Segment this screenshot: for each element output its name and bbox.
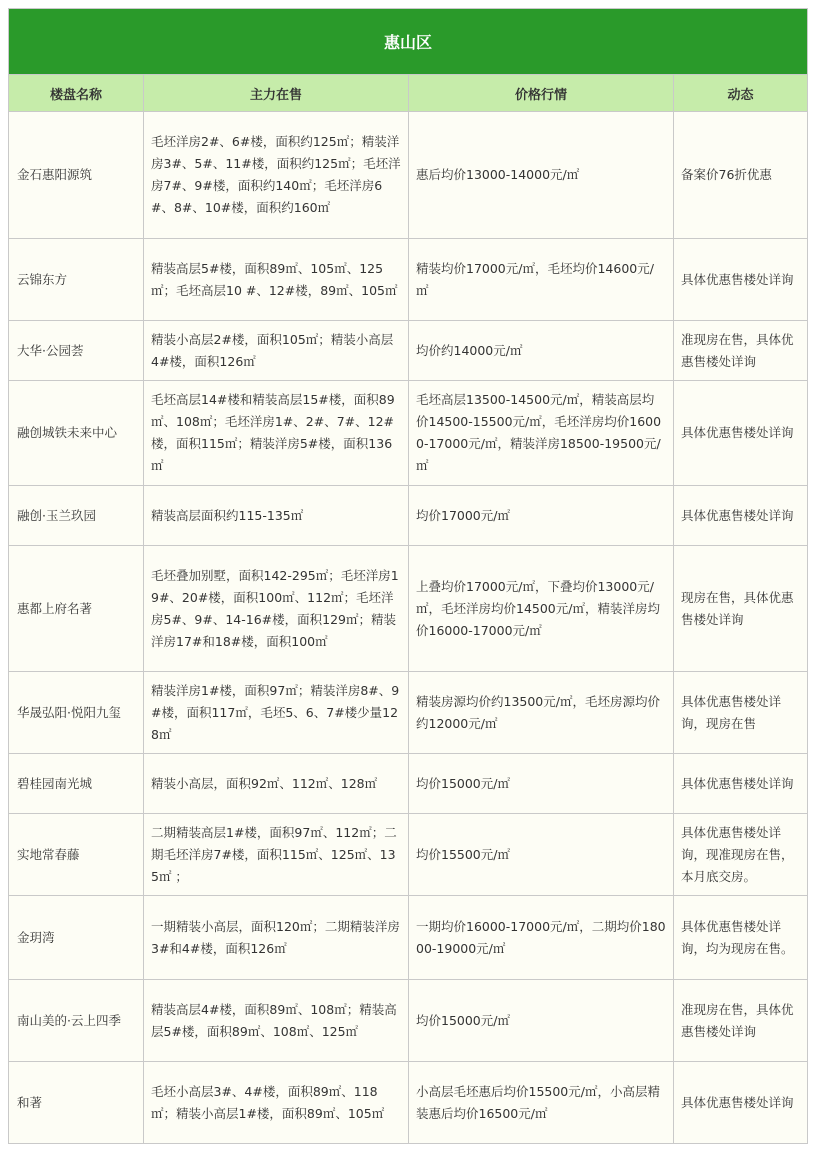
status-info: 准现房在售，具体优惠售楼处详询 — [674, 980, 808, 1062]
property-name: 华晟弘阳·悦阳九玺 — [9, 672, 144, 754]
table-row — [9, 754, 808, 814]
property-table — [8, 8, 808, 1144]
property-name: 金石惠阳源筑 — [9, 112, 144, 239]
header-sale: 主力在售 — [144, 75, 409, 112]
header-price: 价格行情 — [409, 75, 674, 112]
price-info: 一期均价16000-17000元/㎡，二期均价18000-19000元/㎡ — [409, 896, 674, 980]
table-row — [9, 980, 808, 1062]
table-row — [9, 814, 808, 896]
property-name: 南山美的·云上四季 — [9, 980, 144, 1062]
property-name: 实地常春藤 — [9, 814, 144, 896]
property-name: 惠都上府名著 — [9, 546, 144, 672]
property-name: 碧桂园南光城 — [9, 754, 144, 814]
property-name: 金玥湾 — [9, 896, 144, 980]
status-info: 具体优惠售楼处详询 — [674, 381, 808, 486]
status-info: 具体优惠售楼处详询，均为现房在售。 — [674, 896, 808, 980]
table-row — [9, 1062, 808, 1144]
sale-info: 精装小高层，面积92㎡、112㎡、128㎡ — [144, 754, 409, 814]
price-info: 小高层毛坯惠后均价15500元/㎡，小高层精装惠后均价16500元/㎡ — [409, 1062, 674, 1144]
header-name: 楼盘名称 — [9, 75, 144, 112]
status-info: 具体优惠售楼处详询 — [674, 486, 808, 546]
price-info: 精装房源均价约13500元/㎡，毛坯房源均价约12000元/㎡ — [409, 672, 674, 754]
property-name: 和著 — [9, 1062, 144, 1144]
table-row — [9, 381, 808, 486]
sale-info: 毛坯叠加别墅，面积142-295㎡；毛坯洋房19#、20#楼，面积100㎡、112㎡；毛坯洋房5#、9#、14-16#楼，面积129㎡；精装洋房17#和18#楼，面积100㎡ — [144, 546, 409, 672]
table-row — [9, 112, 808, 239]
sale-info: 毛坯洋房2#、6#楼，面积约125㎡；精装洋房3#、5#、11#楼，面积约125㎡；毛坯洋房7#、9#楼，面积约140㎡；毛坯洋房6#、8#、10#楼，面积约160㎡ — [144, 112, 409, 239]
sale-info: 精装洋房1#楼，面积97㎡；精装洋房8#、9#楼，面积117㎡，毛坯5、6、7#楼少量128㎡ — [144, 672, 409, 754]
sale-info: 精装小高层2#楼，面积105㎡；精装小高层4#楼，面积126㎡ — [144, 321, 409, 381]
sale-info: 精装高层4#楼，面积89㎡、108㎡；精装高层5#楼，面积89㎡、108㎡、125㎡ — [144, 980, 409, 1062]
status-info: 准现房在售，具体优惠售楼处详询 — [674, 321, 808, 381]
table-row — [9, 321, 808, 381]
table-row — [9, 672, 808, 754]
sale-info: 毛坯高层14#楼和精装高层15#楼，面积89㎡、108㎡；毛坯洋房1#、2#、7#、12#楼，面积115㎡；精装洋房5#楼，面积136㎡ — [144, 381, 409, 486]
sale-info: 一期精装小高层，面积120㎡；二期精装洋房3#和4#楼，面积126㎡ — [144, 896, 409, 980]
status-info: 备案价76折优惠 — [674, 112, 808, 239]
price-info: 精装均价17000元/㎡，毛坯均价14600元/㎡ — [409, 239, 674, 321]
price-info: 均价17000元/㎡ — [409, 486, 674, 546]
table-row — [9, 896, 808, 980]
price-info: 均价15500元/㎡ — [409, 814, 674, 896]
sale-info: 精装高层5#楼，面积89㎡、105㎡、125㎡；毛坯高层10 #、12#楼，89㎡、105㎡ — [144, 239, 409, 321]
table-row — [9, 239, 808, 321]
property-name: 融创·玉兰玖园 — [9, 486, 144, 546]
price-info: 均价约14000元/㎡ — [409, 321, 674, 381]
price-info: 毛坯高层13500-14500元/㎡，精装高层均价14500-15500元/㎡，毛坯洋房均价16000-17000元/㎡，精装洋房18500-19500元/㎡ — [409, 381, 674, 486]
sale-info: 毛坯小高层3#、4#楼，面积89㎡、118㎡；精装小高层1#楼，面积89㎡、105㎡ — [144, 1062, 409, 1144]
property-name: 融创城铁未来中心 — [9, 381, 144, 486]
property-name: 云锦东方 — [9, 239, 144, 321]
sale-info: 二期精装高层1#楼，面积97㎡、112㎡；二期毛坯洋房7#楼，面积115㎡、125㎡、135㎡ ； — [144, 814, 409, 896]
price-info: 惠后均价13000-14000元/㎡ — [409, 112, 674, 239]
table-row — [9, 486, 808, 546]
header-status: 动态 — [674, 75, 808, 112]
header-row — [9, 75, 808, 112]
price-info: 上叠均价17000元/㎡，下叠均价13000元/㎡，毛坯洋房均价14500元/㎡，精装洋房均价16000-17000元/㎡ — [409, 546, 674, 672]
table-title: 惠山区 — [9, 9, 808, 75]
status-info: 具体优惠售楼处详询，现准现房在售，本月底交房。 — [674, 814, 808, 896]
title-row — [9, 9, 808, 75]
status-info: 具体优惠售楼处详询 — [674, 1062, 808, 1144]
price-info: 均价15000元/㎡ — [409, 980, 674, 1062]
price-info: 均价15000元/㎡ — [409, 754, 674, 814]
status-info: 具体优惠售楼处详询 — [674, 754, 808, 814]
status-info: 具体优惠售楼处详询 — [674, 239, 808, 321]
table-row — [9, 546, 808, 672]
property-name: 大华·公园荟 — [9, 321, 144, 381]
sale-info: 精装高层面积约115-135㎡ — [144, 486, 409, 546]
status-info: 具体优惠售楼处详询，现房在售 — [674, 672, 808, 754]
status-info: 现房在售，具体优惠售楼处详询 — [674, 546, 808, 672]
